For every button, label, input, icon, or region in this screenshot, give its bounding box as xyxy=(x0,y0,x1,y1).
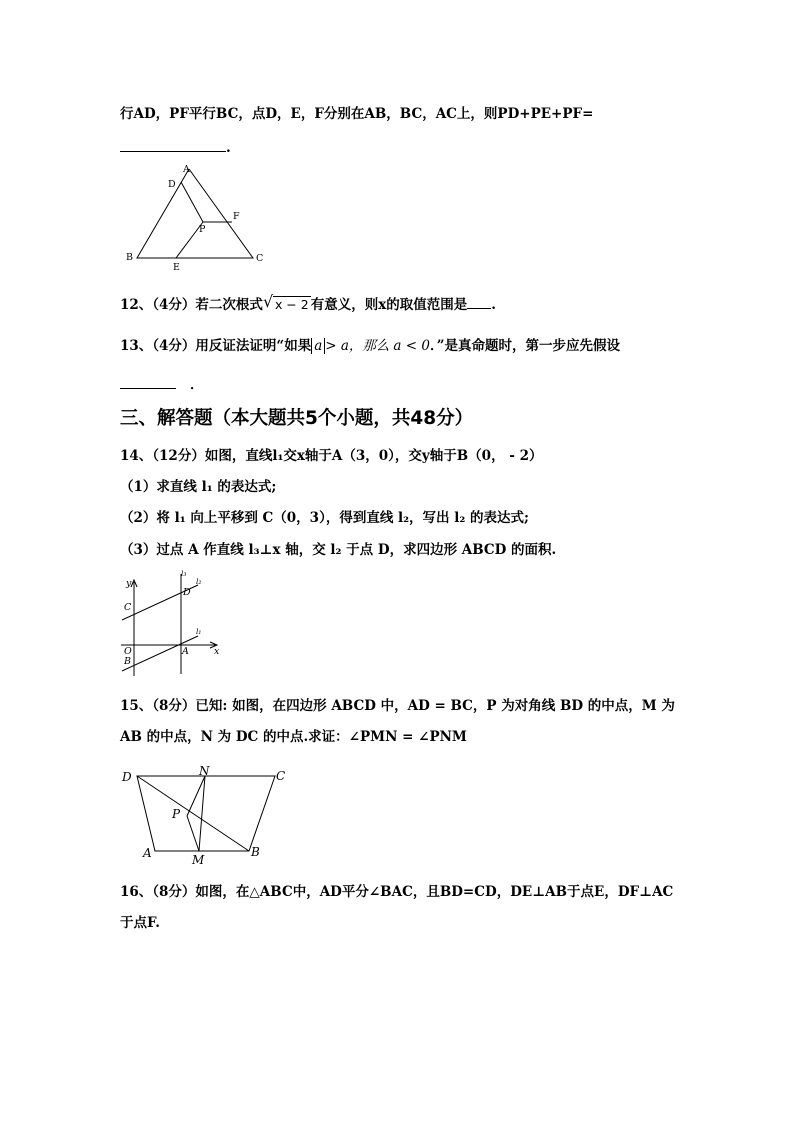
label-a: A xyxy=(143,846,152,860)
label-c: C xyxy=(276,769,286,783)
q11-text-line xyxy=(120,104,593,124)
q12-suffix: 有意义，则x的取值范围是 xyxy=(310,297,468,313)
label-c: C xyxy=(256,253,264,264)
label-l3: l₃ xyxy=(181,569,187,578)
q11-answer-blank[interactable] xyxy=(120,137,226,152)
segment-dp xyxy=(181,182,203,222)
q14-stem: 14、（12分）如图，直线l₁交x轴于A（3，0），交y轴于B（0， - 2） xyxy=(120,448,543,464)
q13-condition: a < 0 xyxy=(393,338,430,354)
q13-answer-blank[interactable] xyxy=(120,374,176,389)
label-l2: l₂ xyxy=(196,577,202,586)
label-a: A xyxy=(182,646,189,657)
q14-part2: （2）将 l₁ 向上平移到 C（0，3），得到直线 l₂，写出 l₂ 的表达式; xyxy=(120,510,529,526)
q12-answer-blank[interactable] xyxy=(467,294,491,309)
q15-line2: AB 的中点，N 为 DC 的中点.求证：∠PMN = ∠PNM xyxy=(120,729,467,745)
diagonal-bd xyxy=(137,776,249,851)
q12-prefix: 12、（4分）若二次根式 xyxy=(120,297,263,313)
q11-triangle-figure xyxy=(120,160,270,272)
q13-abs-var: a xyxy=(311,338,325,354)
quadrilateral-abcd xyxy=(137,776,275,851)
label-d: D xyxy=(122,770,132,784)
q13-suffix: ．”是真命题时，第一步应先假设 xyxy=(429,338,620,354)
q12-radicand: x − 2 xyxy=(274,297,309,312)
q13-mid1: > a，那么 xyxy=(325,338,390,354)
q13-end: ． xyxy=(190,377,204,393)
q15-line1: 15、（8分）已知: 如图，在四边形 ABCD 中，AD = BC，P 为对角线 BD 的中点，M 为 xyxy=(120,698,675,714)
q12-sqrt: √ x − 2 xyxy=(262,292,309,312)
label-d: D xyxy=(183,587,191,598)
label-l1: l₁ xyxy=(196,627,202,636)
q15-quadrilateral-figure xyxy=(118,762,298,868)
label-e: E xyxy=(173,262,180,272)
label-y: y xyxy=(126,578,132,589)
q14-part1: （1）求直线 l₁ 的表达式; xyxy=(120,479,277,495)
label-d: D xyxy=(168,179,176,190)
q12-text-line xyxy=(120,294,496,315)
segment-pm xyxy=(187,816,199,851)
label-a: A xyxy=(183,164,190,175)
label-c: C xyxy=(124,602,132,613)
q12-end: . xyxy=(491,297,496,313)
label-p: P xyxy=(199,224,206,235)
q16-line2: 于点F. xyxy=(120,915,160,931)
q14-coordinate-figure xyxy=(118,566,228,678)
label-b: B xyxy=(124,656,131,667)
label-x: x xyxy=(214,646,220,657)
q16-line1: 16、（8分）如图，在△ABC中，AD平分∠BAC，且BD=CD，DE⊥AB于点E，DF⊥AC xyxy=(120,884,674,900)
q13-prefix: 13、（4分）用反证法证明“如果 xyxy=(120,338,312,354)
q13-answer-line xyxy=(120,374,204,395)
label-m: M xyxy=(192,853,205,867)
q11-answer-line xyxy=(120,137,231,158)
label-b: B xyxy=(251,845,260,859)
label-n: N xyxy=(199,764,210,778)
q11-line1: 行AD，PF平行BC，点D，E，F分别在AB，BC，AC上，则PD+PE+PF= xyxy=(120,106,594,122)
q13-text-line xyxy=(120,336,620,356)
section-3-heading: 三、解答题（本大题共5个小题，共48分） xyxy=(120,408,474,429)
label-p: P xyxy=(172,807,181,821)
label-b: B xyxy=(126,252,133,263)
q14-part3: （3）过点 A 作直线 l₃⊥x 轴，交 l₂ 于点 D，求四边形 ABCD 的面积. xyxy=(120,542,557,558)
label-o: O xyxy=(124,646,132,657)
label-f: F xyxy=(233,211,240,222)
q11-end: . xyxy=(226,140,231,156)
